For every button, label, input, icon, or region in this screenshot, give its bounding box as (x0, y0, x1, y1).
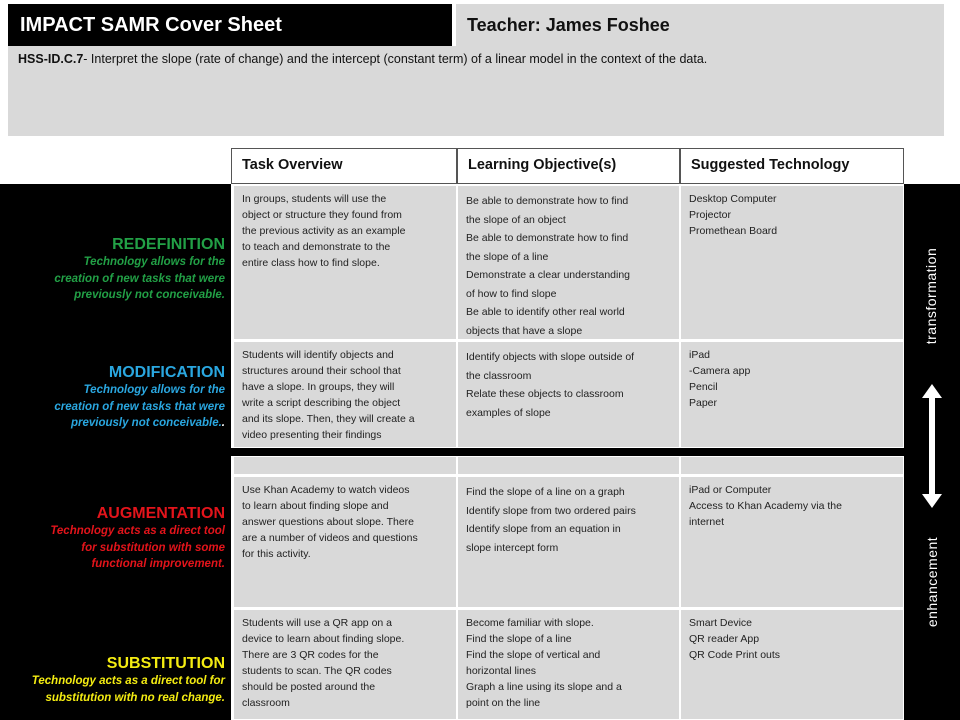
cell-line: Pencil (689, 381, 718, 393)
desc-line: substitution with no real change. (45, 691, 225, 704)
level-substitution (32, 655, 225, 706)
augmentation-task (233, 476, 457, 608)
cell-line: examples of slope (466, 406, 551, 419)
empty-cell (457, 456, 680, 475)
cell-line: object or structure they found from (242, 209, 402, 221)
redefinition-task (233, 185, 457, 340)
cell-line: students to scan. The QR codes (242, 665, 392, 677)
desc-line-text: previously not conceivable. (70, 417, 222, 429)
cell-line: Be able to demonstrate how to find (466, 195, 629, 207)
cell-line: Relate these objects to classroom (466, 388, 624, 400)
cell-line: answer questions about slope. There (242, 516, 414, 528)
cell-line: Identify slope from two ordered pairs (466, 504, 636, 517)
level-augmentation-desc (50, 523, 225, 573)
cell-line: classroom (242, 697, 290, 709)
cell-line: Paper (689, 397, 718, 409)
cell-line: Find the slope of a line on a graph (466, 486, 625, 498)
cell-line: to teach and demonstrate to the (242, 241, 391, 253)
standard-statement (8, 46, 944, 136)
standard-code: HSS-ID.C.7 (18, 52, 84, 66)
substitution-technology (680, 609, 904, 720)
cell-line: In groups, students will use the (242, 193, 387, 205)
modification-objectives (457, 341, 680, 448)
enhancement-label: enhancement (924, 536, 940, 628)
cell-line: horizontal lines (466, 665, 537, 677)
section-divider (231, 448, 904, 456)
cell-line: write a script describing the object (242, 397, 401, 409)
cell-line: Graph a line using its slope and a (466, 681, 622, 693)
desc-line: Technology acts as a direct tool for (31, 675, 225, 687)
cell-line: Be able to demonstrate how to find (466, 232, 629, 244)
cell-line: the slope of an object (466, 213, 566, 226)
page-title: IMPACT SAMR Cover Sheet (8, 4, 452, 46)
cell-line: Use Khan Academy to watch videos (242, 484, 410, 496)
cell-line: structures around their school that (242, 365, 401, 377)
empty-cell (233, 456, 457, 475)
desc-line: creation of new tasks that were (54, 400, 225, 413)
cell-line: to learn about finding slope and (242, 500, 389, 512)
cell-line: There are 3 QR codes for the (242, 649, 379, 661)
cell-line: should be posted around the (242, 681, 376, 693)
transformation-label: transformation (923, 247, 939, 345)
desc-period: . (221, 417, 225, 429)
augmentation-objectives (457, 476, 680, 608)
cell-line: the classroom (466, 369, 532, 382)
augmentation-technology (680, 476, 904, 608)
desc-line: Technology acts as a direct tool (50, 525, 225, 537)
cell-line: internet (689, 516, 725, 528)
cell-line: of how to find slope (466, 287, 557, 300)
cell-line: entire class how to find slope. (242, 257, 380, 269)
cell-line: have a slope. In groups, they will (242, 381, 395, 393)
cell-line: Desktop Computer (689, 193, 777, 205)
cell-line: point on the line (466, 697, 541, 709)
cell-line: objects that have a slope (466, 324, 583, 337)
modification-technology (680, 341, 904, 448)
level-augmentation-title: AUGMENTATION (96, 505, 225, 522)
cell-line: Identify objects with slope outside of (466, 351, 635, 363)
cell-line: for this activity. (242, 548, 311, 560)
redefinition-objectives (457, 185, 680, 340)
header-suggested-technology: Suggested Technology (680, 148, 904, 184)
cell-line: device to learn about finding slope. (242, 633, 405, 645)
substitution-task (233, 609, 457, 720)
cell-line: are a number of videos and questions (242, 532, 418, 544)
desc-line: Technology allows for the (83, 256, 225, 268)
cell-line: Smart Device (689, 617, 753, 629)
cell-line: Be able to identify other real world (466, 306, 625, 318)
cell-line: video presenting their findings (242, 429, 382, 441)
cell-line: Become familiar with slope. (466, 617, 594, 629)
cell-line: Find the slope of vertical and (466, 649, 601, 661)
header-learning-objectives: Learning Objective(s) (457, 148, 680, 184)
desc-line (54, 415, 225, 432)
cell-line: Students will use a QR app on a (242, 617, 393, 629)
level-substitution-desc (32, 673, 225, 706)
level-modification-desc (54, 382, 225, 432)
cell-line: the previous activity as an example (242, 225, 406, 237)
level-modification (54, 364, 225, 432)
redefinition-technology (680, 185, 904, 340)
cell-line: the slope of a line (466, 250, 549, 263)
level-substitution-title: SUBSTITUTION (106, 655, 225, 672)
desc-line: functional improvement. (91, 558, 225, 570)
cell-line: Demonstrate a clear understanding (466, 269, 631, 281)
header-task-overview: Task Overview (231, 148, 457, 184)
cell-line: iPad or Computer (689, 484, 772, 496)
cell-line: QR reader App (689, 633, 760, 645)
cell-line: Projector (689, 209, 732, 221)
cell-line: slope intercept form (466, 541, 559, 554)
level-redefinition-desc (54, 254, 225, 304)
samr-levels-panel (0, 184, 231, 720)
double-arrow-vertical-icon (922, 384, 942, 508)
cell-line: Find the slope of a line (466, 633, 572, 645)
substitution-objectives (457, 609, 680, 720)
transformation-scale (904, 184, 960, 720)
standard-text: - Interpret the slope (rate of change) and the intercept (constant term) of a linear model in the context of the data. (83, 52, 708, 66)
cell-line: Promethean Board (689, 225, 778, 237)
desc-line: previously not conceivable. (74, 289, 225, 301)
level-augmentation (50, 505, 225, 573)
teacher-name: Teacher: James Foshee (456, 4, 944, 46)
cell-line: and its slope. Then, they will create a (242, 413, 415, 425)
empty-cell (680, 456, 904, 475)
cell-line: Access to Khan Academy via the (689, 500, 842, 512)
modification-task (233, 341, 457, 448)
desc-line: Technology allows for the (83, 384, 225, 396)
cell-line: -Camera app (689, 365, 751, 377)
desc-line: for substitution with some (81, 541, 225, 554)
level-redefinition (54, 236, 225, 304)
cell-line: Identify slope from an equation in (466, 523, 621, 535)
level-modification-title: MODIFICATION (108, 364, 225, 381)
desc-line: creation of new tasks that were (54, 272, 225, 285)
cell-line: iPad (689, 349, 711, 361)
level-redefinition-title: REDEFINITION (112, 236, 225, 253)
cell-line: QR Code Print outs (689, 649, 781, 661)
cell-line: Students will identify objects and (242, 349, 394, 361)
